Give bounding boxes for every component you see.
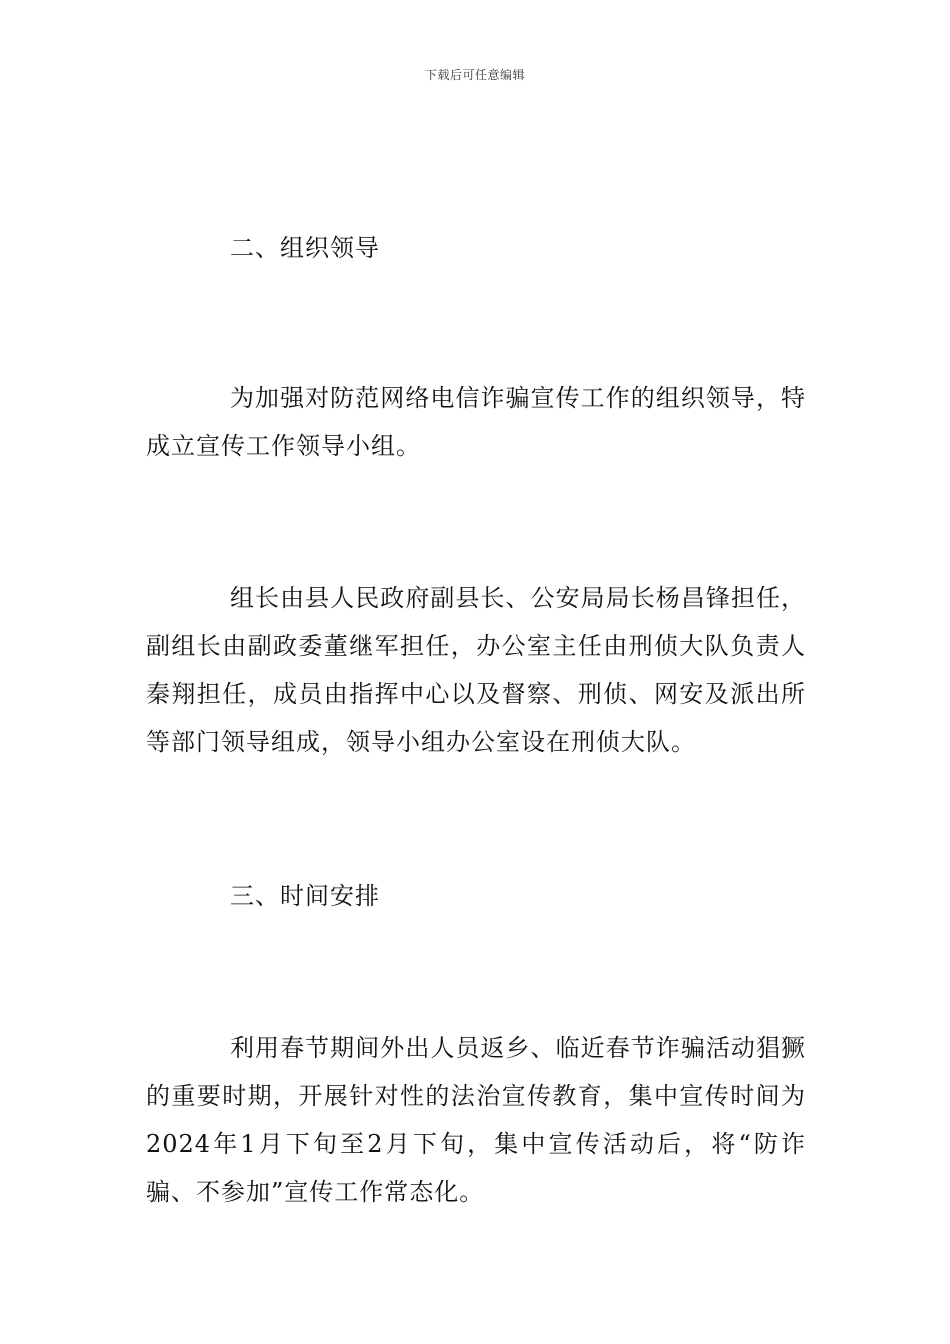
- paragraph-organization-intro: 为加强对防范网络电信诈骗宣传工作的组织领导，特成立宣传工作领导小组。: [146, 384, 806, 460]
- section-heading-organization: 二、组织领导: [230, 234, 380, 262]
- section-heading-schedule: 三、时间安排: [230, 882, 380, 910]
- page-header: 下载后可任意编辑: [424, 68, 525, 82]
- paragraph-schedule: 利用春节期间外出人员返乡、临近春节诈骗活动猖獗的重要时期，开展针对性的法治宣传教育，集中宣传时间为2024年1月下旬至2月下旬，集中宣传活动后，将“防诈骗、不参加”宣传工作常态化。: [146, 1034, 806, 1206]
- paragraph-leadership-members: 组长由县人民政府副县长、公安局局长杨昌锋担任，副组长由副政委董继军担任，办公室主任由刑侦大队负责人秦翔担任，成员由指挥中心以及督察、刑侦、网安及派出所等部门领导组成，领导小组办公室设在刑侦大队。: [146, 584, 806, 756]
